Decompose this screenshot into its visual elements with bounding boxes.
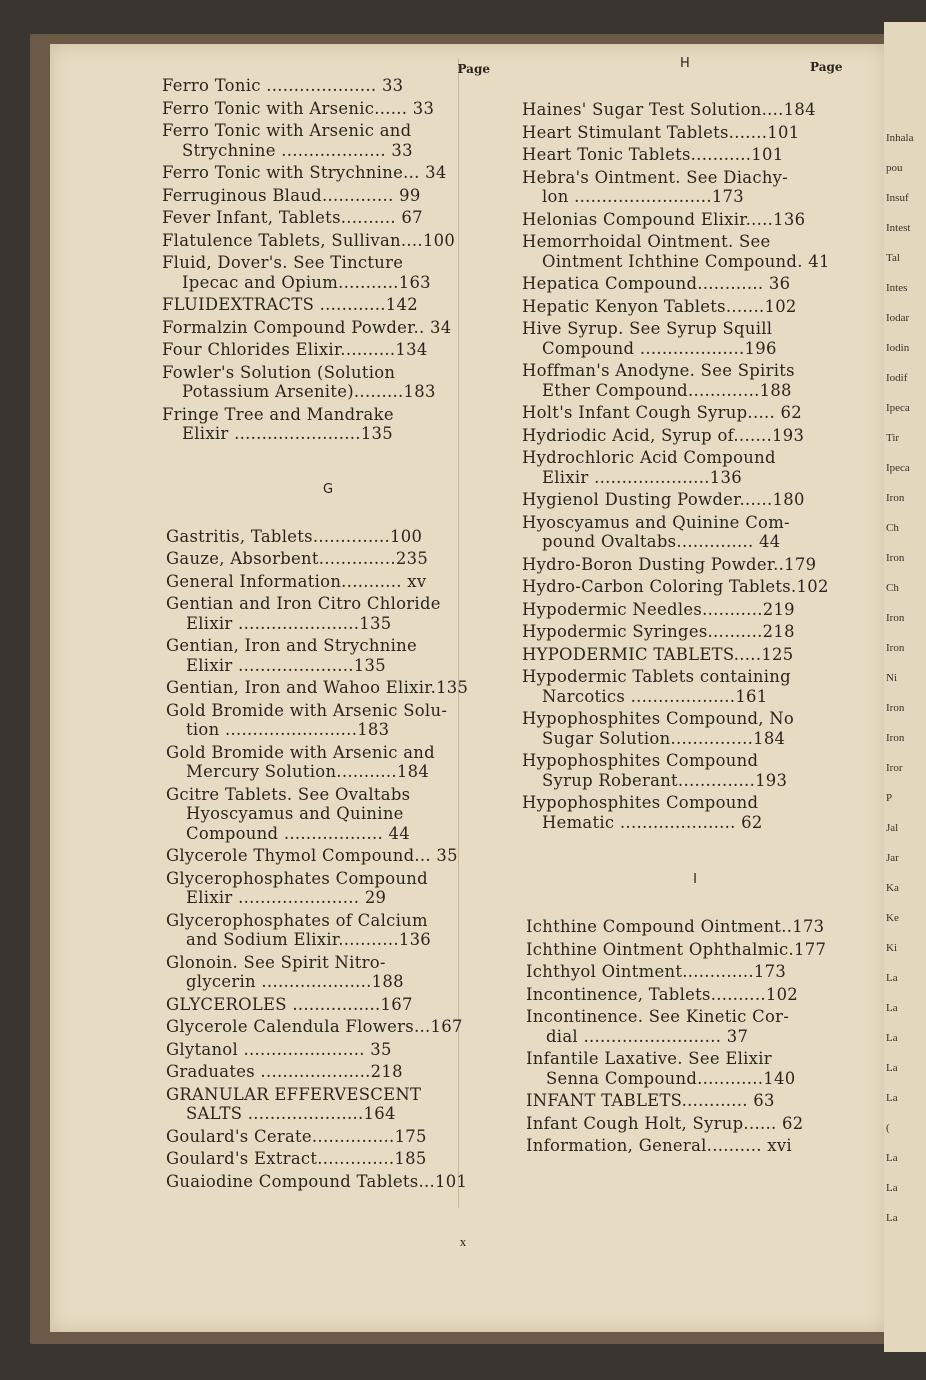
index-entry-line: Ferro Tonic with Arsenic...... 33: [162, 98, 435, 118]
index-entry: [470, 940, 830, 960]
facing-page-fragment: Tal: [886, 252, 900, 264]
index-entry: [108, 953, 498, 992]
index-entry: [470, 513, 830, 552]
index-entry: [108, 318, 498, 338]
index-entry-line: Fringe Tree and Mandrake: [162, 404, 394, 424]
index-entry-line: INFANT TABLETS............ 63: [526, 1091, 775, 1110]
facing-page-fragment: La: [886, 1062, 898, 1074]
index-entry: [470, 168, 830, 207]
facing-page-fragment: Insuf: [886, 192, 909, 204]
index-entry: [470, 645, 830, 665]
index-entry: [470, 577, 830, 597]
facing-page-fragment: Ni: [886, 672, 897, 684]
index-entry: [470, 1114, 830, 1134]
facing-page-fragment: La: [886, 1002, 898, 1014]
index-entry-line: Narcotics ...................161: [542, 686, 768, 706]
index-entry-line: Helonias Compound Elixir.....136: [522, 209, 806, 229]
index-entry-line: Compound .................. 44: [186, 823, 410, 843]
index-entry-line: Gentian, Iron and Strychnine: [166, 636, 418, 655]
index-entry-line: Senna Compound............140: [546, 1068, 796, 1088]
index-entry: [470, 403, 830, 423]
index-entry-line: Mercury Solution...........184: [186, 762, 430, 781]
index-entry: [108, 1085, 498, 1124]
index-entry: [470, 1091, 830, 1111]
index-entry: [470, 274, 830, 294]
index-entry-line: GLYCEROLES ................167: [166, 994, 413, 1014]
index-entry: [470, 1007, 830, 1046]
section-heading-g: G: [322, 481, 334, 497]
index-entry-line: Fluid, Dover's. See Tincture: [162, 253, 404, 272]
index-entry-line: glycerin ....................188: [186, 972, 404, 991]
index-entry: [470, 667, 830, 706]
index-entry: [108, 253, 498, 292]
section-f-entries: [108, 76, 498, 444]
index-entry: [108, 1172, 498, 1192]
index-entry: [108, 636, 498, 675]
index-entry-line: Elixir .....................135: [186, 655, 386, 675]
index-entry-line: Hebra's Ointment. See Diachy-: [522, 167, 789, 187]
index-entry-line: HYPODERMIC TABLETS.....125: [522, 644, 794, 664]
index-entry-line: Ferro Tonic with Strychnine... 34: [162, 163, 447, 182]
facing-page-fragment: La: [886, 972, 898, 984]
index-entry: [108, 1127, 498, 1147]
index-entry-line: Ether Compound.............188: [542, 380, 792, 400]
index-entry-line: Holt's Infant Cough Syrup..... 62: [522, 403, 802, 422]
facing-page-fragment: La: [886, 1032, 898, 1044]
page-column-header: Page: [457, 62, 490, 76]
index-entry-line: Hypodermic Needles...........219: [522, 599, 795, 619]
index-entry-line: Hydro-Boron Dusting Powder..179: [522, 554, 817, 574]
index-entry-line: Hematic ..................... 62: [542, 812, 763, 832]
index-entry: [470, 751, 830, 790]
index-entry: [108, 405, 498, 444]
index-entry: [470, 361, 830, 400]
index-entry: [470, 100, 830, 120]
facing-page-fragment: Inhala: [886, 132, 914, 144]
index-entry-line: Four Chlorides Elixir..........134: [162, 340, 428, 359]
facing-page-fragment: Ke: [886, 912, 899, 924]
facing-page-fragment: Iron: [886, 492, 905, 504]
index-entry-line: Hypodermic Syringes..........218: [522, 622, 795, 641]
index-entry: [470, 426, 830, 446]
facing-page-fragment: Iron: [886, 702, 905, 714]
index-entry-line: Gold Bromide with Arsenic and: [166, 742, 435, 762]
index-entry-line: Hygienol Dusting Powder......180: [522, 490, 805, 509]
index-entry-line: Guaiodine Compound Tablets...101: [166, 1171, 468, 1191]
index-entry: [108, 549, 498, 569]
index-entry-line: Information, General.......... xvi: [526, 1136, 792, 1155]
index-entry: [108, 995, 498, 1015]
facing-page-fragment: Tir: [886, 432, 900, 444]
facing-page-fragment: pou: [886, 162, 903, 174]
index-entry: [108, 208, 498, 228]
facing-page-fragment: Iror: [886, 762, 903, 774]
facing-page-fragment: La: [886, 1212, 898, 1224]
index-entry: [470, 709, 830, 748]
index-entry: [470, 555, 830, 575]
facing-page-fragment: Iron: [886, 612, 905, 624]
facing-page-fragment: Ipeca: [886, 462, 910, 474]
index-entry-line: Hypophosphites Compound: [522, 751, 759, 770]
index-entry-line: Ferro Tonic with Arsenic and: [162, 121, 412, 140]
index-entry: [108, 121, 498, 160]
index-entry-line: Graduates ....................218: [166, 1062, 403, 1081]
facing-page-fragment: Ch: [886, 582, 899, 594]
facing-page-fragment: (: [886, 1122, 890, 1134]
index-entry-line: tion ........................183: [186, 720, 390, 739]
index-entry-line: Glycerophosphates of Calcium: [166, 910, 428, 930]
index-entry-line: Glonoin. See Spirit Nitro-: [166, 952, 386, 972]
index-entry: [108, 846, 498, 866]
facing-page-fragment: Jar: [886, 852, 899, 864]
section-heading-i: I: [693, 872, 697, 887]
facing-page-fragment: Ka: [886, 882, 899, 894]
facing-page-fragment: Iodif: [886, 372, 908, 384]
index-entry-line: Ferro Tonic .................... 33: [162, 76, 404, 95]
index-entry: [470, 793, 830, 832]
index-entry-line: Heart Tonic Tablets...........101: [522, 145, 784, 164]
right-column: [470, 56, 843, 1156]
index-entry-line: Compound ...................196: [542, 338, 777, 358]
index-entry: [470, 1049, 830, 1088]
index-entry-line: Incontinence, Tablets..........102: [526, 984, 799, 1004]
index-entry-line: Fever Infant, Tablets.......... 67: [162, 208, 423, 227]
index-entry: [470, 985, 830, 1005]
index-entry: [108, 186, 498, 206]
index-entry: [470, 917, 830, 937]
index-entry-line: Ointment Ichthine Compound. 41: [542, 251, 830, 271]
facing-page-fragment: Iron: [886, 732, 905, 744]
section-g-entries: [108, 527, 498, 1192]
index-entry-line: Gcitre Tablets. See Ovaltabs: [166, 784, 411, 804]
facing-page-fragment: La: [886, 1092, 898, 1104]
index-entry: [108, 99, 498, 119]
index-entry-line: Goulard's Cerate...............175: [166, 1126, 427, 1146]
right-header-row: [470, 56, 843, 82]
index-entry: [108, 1062, 498, 1082]
index-entry: [108, 527, 498, 547]
index-entry-line: Gauze, Absorbent..............235: [166, 549, 429, 568]
facing-page-fragment: Intest: [886, 222, 911, 234]
index-entry-line: Gentian and Iron Citro Chloride: [166, 594, 441, 613]
index-entry: [470, 622, 830, 642]
index-entry: [470, 297, 830, 317]
index-entry: [108, 1040, 498, 1060]
index-entry: [108, 231, 498, 251]
index-entry-line: pound Ovaltabs.............. 44: [542, 532, 781, 551]
section-h-entries: [470, 100, 830, 832]
index-entry: [108, 743, 498, 782]
index-entry-line: Elixir ...................... 29: [186, 888, 387, 907]
index-entry: [470, 145, 830, 165]
index-entry-line: Ichthine Ointment Ophthalmic.177: [526, 939, 827, 959]
index-entry-line: Infantile Laxative. See Elixir: [526, 1049, 772, 1068]
index-entry-line: Formalzin Compound Powder.. 34: [162, 317, 452, 337]
index-entry-line: Hemorrhoidal Ointment. See: [522, 232, 771, 251]
index-entry-line: Hepatic Kenyon Tablets.......102: [522, 296, 797, 316]
facing-page-fragment: Iron: [886, 642, 905, 654]
facing-page-fragment: Jal: [886, 822, 899, 834]
facing-page-fragment: La: [886, 1152, 898, 1164]
index-entry: [470, 448, 830, 487]
facing-page-fragment: Ipeca: [886, 402, 910, 414]
facing-page-fragment: Iodar: [886, 312, 910, 324]
index-entry-line: Hepatica Compound............ 36: [522, 274, 791, 293]
index-entry-line: Hypophosphites Compound, No: [522, 709, 795, 728]
index-entry: [470, 319, 830, 358]
index-entry-line: Incontinence. See Kinetic Cor-: [526, 1007, 790, 1026]
index-entry-line: Strychnine ................... 33: [182, 140, 413, 160]
index-entry-line: Goulard's Extract..............185: [166, 1149, 427, 1168]
page-number: x: [459, 1234, 467, 1249]
index-entry-line: Hoffman's Anodyne. See Spirits: [522, 361, 795, 380]
next-page-edge: [884, 22, 926, 1352]
index-entry-line: Ichthyol Ointment.............173: [526, 962, 787, 981]
index-entry-line: Potassium Arsenite).........183: [182, 382, 436, 401]
index-entry-line: Hypodermic Tablets containing: [522, 667, 791, 686]
facing-page-fragment: La: [886, 1182, 898, 1194]
index-entry-line: dial ......................... 37: [546, 1026, 749, 1046]
index-entry: [108, 869, 498, 908]
index-entry: [108, 1149, 498, 1169]
facing-page-fragment: Ki: [886, 942, 897, 954]
index-entry: [470, 210, 830, 230]
index-entry-line: Gold Bromide with Arsenic Solu-: [166, 700, 448, 720]
index-entry-line: Glycerole Calendula Flowers...167: [166, 1017, 463, 1036]
facing-page-fragment: P: [886, 792, 893, 804]
section-i-entries: [470, 917, 830, 1156]
index-entry: [108, 363, 498, 402]
facing-page-fragment: Iron: [886, 552, 905, 564]
index-entry: [108, 911, 498, 950]
index-entry: [108, 594, 498, 633]
index-entry-line: General Information........... xv: [166, 571, 427, 591]
index-entry-line: Gentian, Iron and Wahoo Elixir.135: [166, 678, 469, 697]
index-entry: [108, 701, 498, 740]
index-entry-line: Infant Cough Holt, Syrup...... 62: [526, 1113, 804, 1133]
index-entry-line: Ferruginous Blaud............. 99: [162, 185, 421, 205]
page-column-header: Page: [810, 60, 843, 74]
index-entry: [108, 340, 498, 360]
index-entry-line: Glycerole Thymol Compound... 35: [166, 846, 458, 865]
index-entry-line: and Sodium Elixir...........136: [186, 930, 432, 949]
index-entry: [470, 123, 830, 143]
index-entry-line: Hydrochloric Acid Compound: [522, 448, 776, 467]
index-entry-line: Hyoscyamus and Quinine Com-: [522, 512, 790, 532]
index-entry: [108, 678, 498, 698]
index-entry-line: Fowler's Solution (Solution: [162, 362, 396, 382]
index-entry: [470, 600, 830, 620]
index-entry-line: Hyoscyamus and Quinine: [186, 804, 404, 823]
facing-page-fragment: Ch: [886, 522, 899, 534]
index-entry-line: Glycerophosphates Compound: [166, 868, 428, 888]
index-entry: [108, 1017, 498, 1037]
index-entry-line: Elixir .....................136: [542, 467, 742, 487]
facing-page-fragment: Intes: [886, 282, 908, 294]
left-column: [108, 62, 498, 1191]
index-entry-line: GRANULAR EFFERVESCENT: [166, 1084, 422, 1104]
index-entry: [470, 1136, 830, 1156]
index-entry-line: Elixir ......................135: [186, 613, 392, 633]
index-entry-line: Hypophosphites Compound: [522, 793, 759, 812]
section-heading-h: H: [680, 56, 690, 71]
index-entry: [470, 490, 830, 510]
index-entry-line: Ipecac and Opium...........163: [182, 272, 431, 292]
index-entry: [108, 163, 498, 183]
index-entry-line: Glytanol ...................... 35: [166, 1039, 392, 1059]
index-entry-line: Haines' Sugar Test Solution....184: [522, 100, 816, 119]
index-entry-line: SALTS .....................164: [186, 1104, 396, 1123]
index-entry-line: Syrup Roberant..............193: [542, 770, 788, 790]
index-entry: [108, 295, 498, 315]
index-entry: [470, 962, 830, 982]
index-entry-line: Hydriodic Acid, Syrup of.......193: [522, 425, 805, 445]
index-entry-line: Hydro-Carbon Coloring Tablets.102: [522, 577, 829, 596]
index-entry: [470, 232, 830, 271]
facing-page-fragment: Iodin: [886, 342, 910, 354]
index-entry-line: Gastritis, Tablets..............100: [166, 526, 423, 546]
index-entry-line: Hive Syrup. See Syrup Squill: [522, 319, 773, 338]
index-entry-line: FLUIDEXTRACTS ............142: [162, 295, 418, 314]
index-entry-line: lon .........................173: [542, 187, 745, 206]
index-entry: [108, 76, 498, 96]
index-entry-line: Ichthine Compound Ointment..173: [526, 917, 825, 936]
index-entry-line: Elixir .......................135: [182, 424, 393, 443]
index-entry-line: Sugar Solution...............184: [542, 728, 786, 748]
index-entry: [108, 785, 498, 844]
index-entry: [108, 572, 498, 592]
index-entry-line: Heart Stimulant Tablets.......101: [522, 122, 800, 142]
index-entry-line: Flatulence Tablets, Sullivan....100: [162, 230, 456, 250]
